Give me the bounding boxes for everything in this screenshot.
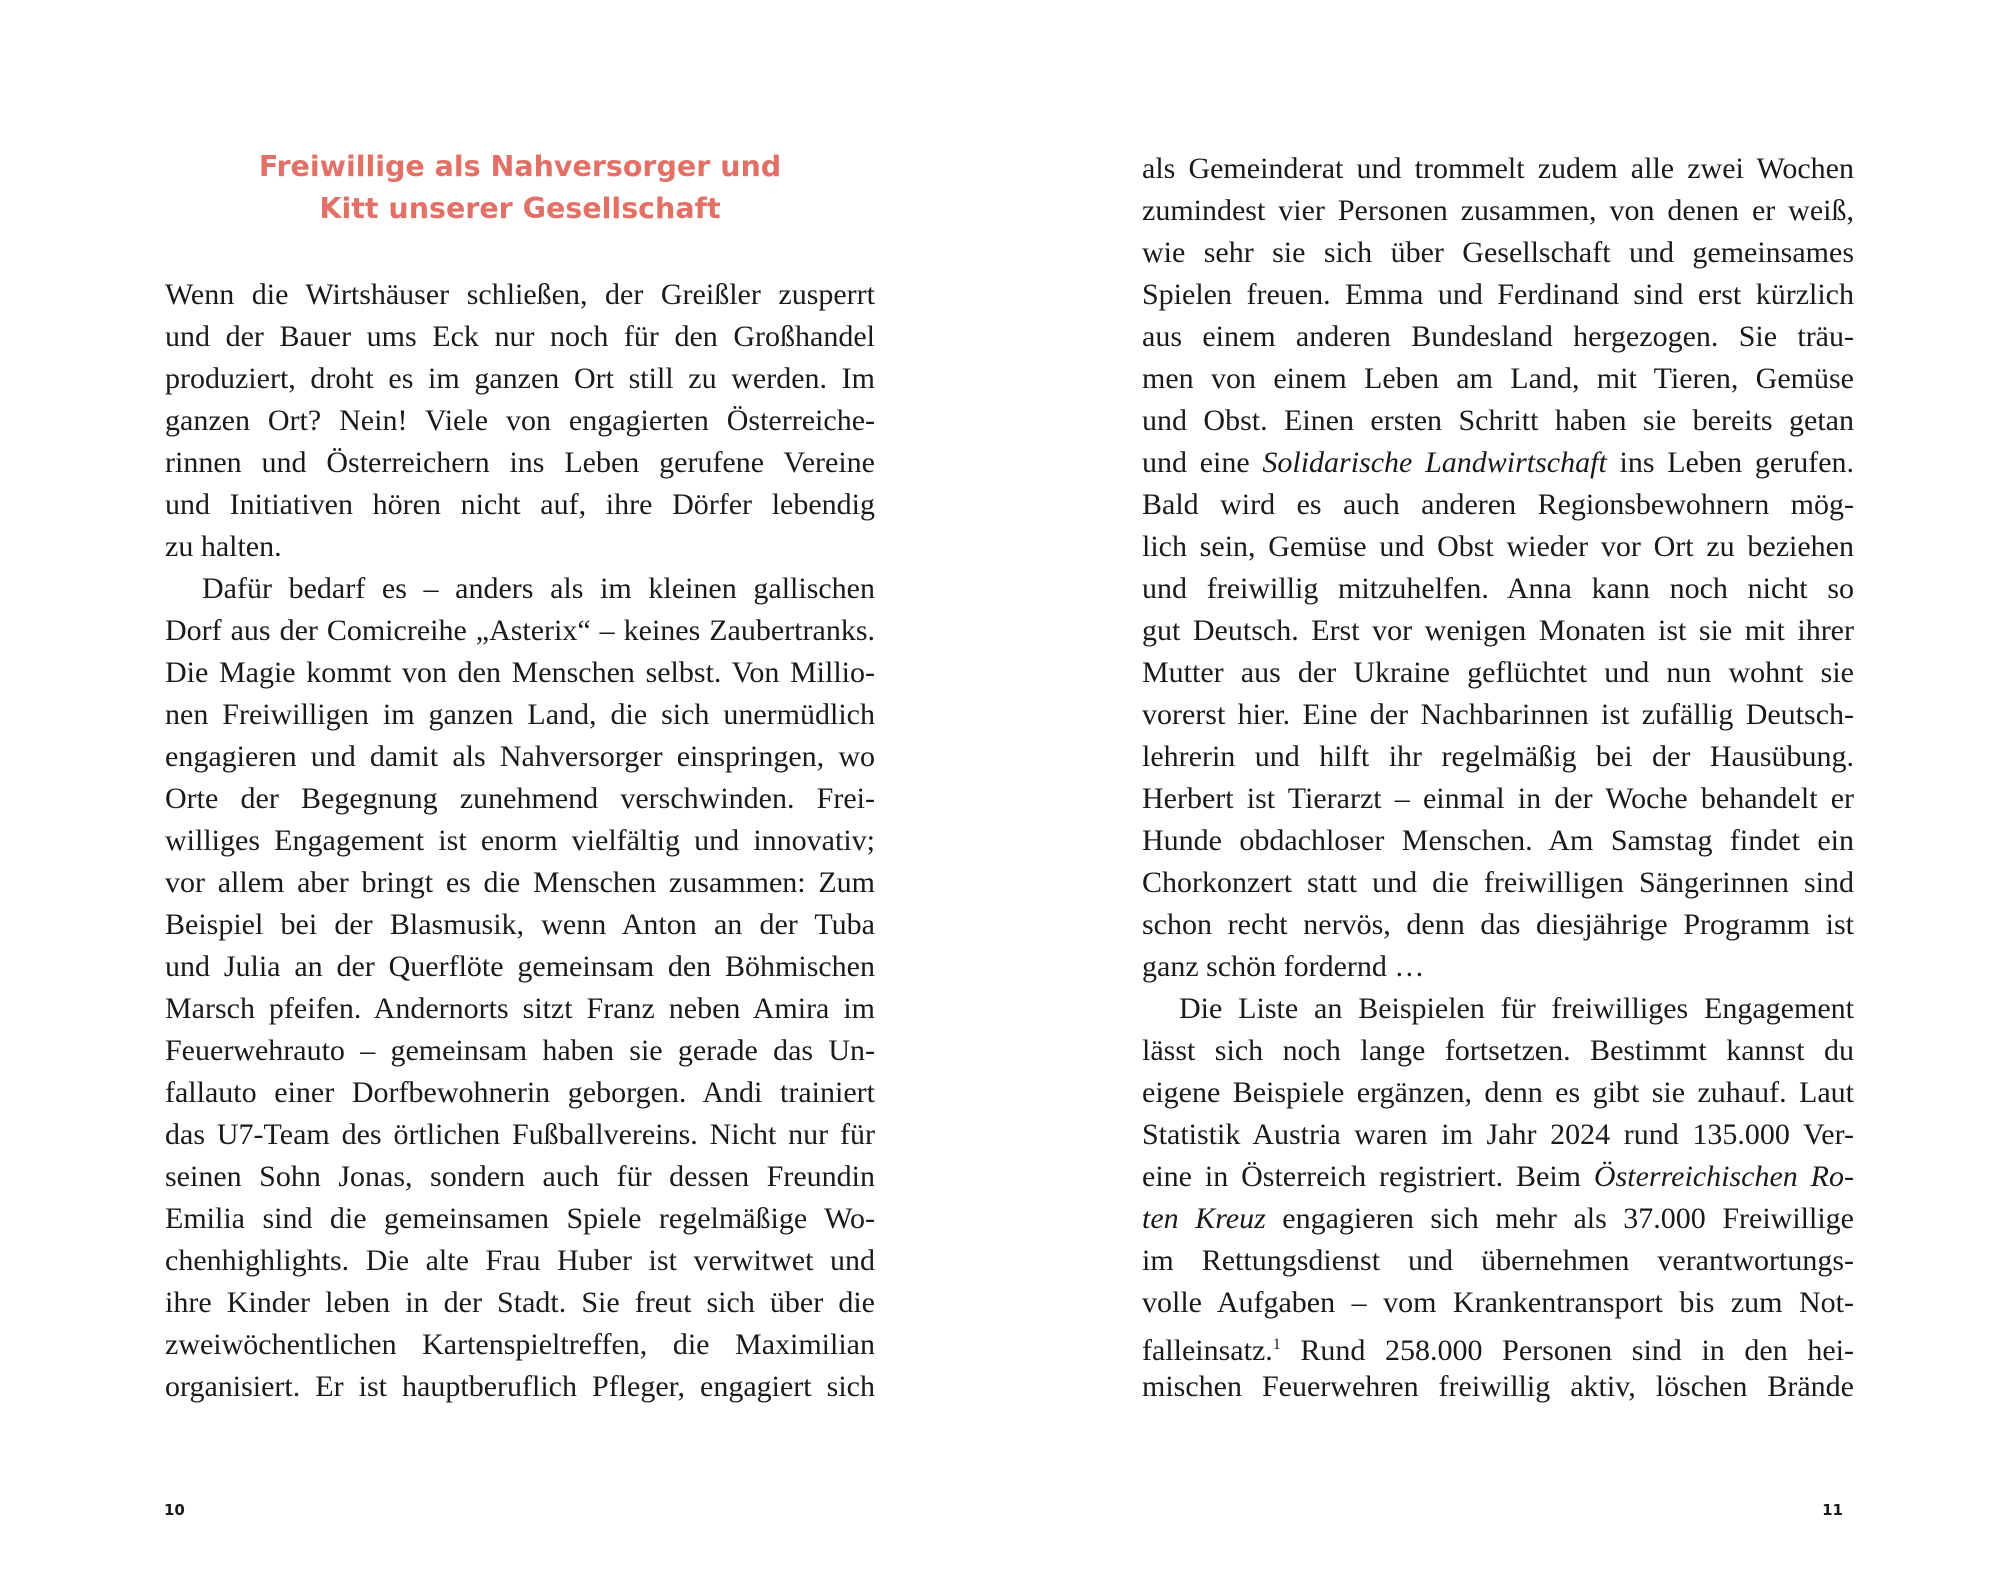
text-line: produziert, droht es im ganzen Ort still zu werden. Im <box>165 362 875 395</box>
italic-term: Österreichischen Ro- <box>1593 1160 1854 1193</box>
text-line: Die Liste an Beispielen für freiwilliges Engagement <box>1179 992 1854 1025</box>
page-number-left: 10 <box>164 1501 185 1519</box>
text-line: Orte der Begegnung zunehmend verschwinden. Frei- <box>165 782 875 815</box>
text-line: eigene Beispiele ergänzen, denn es gibt sie zuhauf. Laut <box>1142 1076 1854 1109</box>
text-line <box>1142 1198 1854 1240</box>
text-line: Feuerwehrauto – gemeinsam haben sie gerade das Un- <box>165 1034 875 1067</box>
text-line: Herbert ist Tierarzt – einmal in der Woche behandelt er <box>1142 782 1854 815</box>
text-line: und Obst. Einen ersten Schritt haben sie bereits getan <box>1142 404 1854 437</box>
right-body-text <box>1142 148 1854 1408</box>
text-line: chenhighlights. Die alte Frau Huber ist verwitwet und <box>165 1244 875 1277</box>
right-page <box>1000 0 2000 1592</box>
text-line: das U7-Team des örtlichen Fußballvereins. Nicht nur für <box>165 1118 875 1151</box>
text-line: aus einem anderen Bundesland hergezogen. Sie träu- <box>1142 320 1854 353</box>
text-line: lässt sich noch lange fortsetzen. Bestimmt kannst du <box>1142 1034 1854 1067</box>
text-line: Die Magie kommt von den Menschen selbst. Von Millio- <box>165 656 875 689</box>
text-line: volle Aufgaben – vom Krankentransport bis zum Not- <box>1142 1286 1854 1319</box>
text-line: und Julia an der Querflöte gemeinsam den Böhmischen <box>165 950 875 983</box>
text-line: Emilia sind die gemeinsamen Spiele regelmäßige Wo- <box>165 1202 875 1235</box>
text-line: men von einem Leben am Land, mit Tieren, Gemüse <box>1142 362 1854 395</box>
text-line: Dafür bedarf es – anders als im kleinen gallischen <box>202 572 875 605</box>
text-line: ganzen Ort? Nein! Viele von engagierten Österreiche- <box>165 404 875 437</box>
text-line <box>1142 1156 1854 1198</box>
text-line: ihre Kinder leben in der Stadt. Sie freut sich über die <box>165 1286 875 1319</box>
text-line: engagieren und damit als Nahversorger einspringen, wo <box>165 740 875 773</box>
text-line: lich sein, Gemüse und Obst wieder vor Ort zu beziehen <box>1142 530 1854 563</box>
text-line <box>1142 1324 1854 1366</box>
text-line: gut Deutsch. Erst vor wenigen Monaten ist sie mit ihrer <box>1142 614 1854 647</box>
text-line: vorerst hier. Eine der Nachbarinnen ist zufällig Deutsch- <box>1142 698 1854 731</box>
text-line: organisiert. Er ist hauptberuflich Pfleger, engagiert sich <box>165 1370 875 1403</box>
text-line: Marsch pfeifen. Andernorts sitzt Franz neben Amira im <box>165 992 875 1025</box>
text-segment: engagieren sich mehr als 37.000 Freiwillige <box>1265 1202 1854 1235</box>
text-line: Hunde obdachloser Menschen. Am Samstag findet ein <box>1142 824 1854 857</box>
italic-term: Solidarische Landwirtschaft <box>1262 446 1607 479</box>
text-line: Dorf aus der Comicreihe „Asterix“ – keines Zaubertranks. <box>165 614 875 647</box>
italic-term: ten Kreuz <box>1142 1202 1266 1235</box>
text-line: und freiwillig mitzuhelfen. Anna kann noch nicht so <box>1142 572 1854 605</box>
page-number-right: 11 <box>1822 1501 1843 1519</box>
footnote-marker[interactable]: 1 <box>1272 1336 1281 1353</box>
text-line: im Rettungsdienst und übernehmen verantwortungs- <box>1142 1244 1854 1277</box>
text-line: nen Freiwilligen im ganzen Land, die sich unermüdlich <box>165 698 875 731</box>
heading-line: Kitt unserer Gesellschaft <box>319 192 721 225</box>
text-line: Mutter aus der Ukraine geflüchtet und nun wohnt sie <box>1142 656 1854 689</box>
text-segment: und eine <box>1142 446 1263 479</box>
text-line: vor allem aber bringt es die Menschen zusammen: Zum <box>165 866 875 899</box>
section-heading <box>165 146 875 230</box>
text-line: als Gemeinderat und trommelt zudem alle zwei Wochen <box>1142 152 1854 185</box>
text-line: Beispiel bei der Blasmusik, wenn Anton an der Tuba <box>165 908 875 941</box>
text-line: zweiwöchentlichen Kartenspieltreffen, die Maximilian <box>165 1328 875 1361</box>
text-line: wie sehr sie sich über Gesellschaft und gemeinsames <box>1142 236 1854 269</box>
text-segment: falleinsatz. <box>1142 1334 1273 1367</box>
text-line: rinnen und Österreichern ins Leben gerufene Vereine <box>165 446 875 479</box>
text-line: lehrerin und hilft ihr regelmäßig bei der Hausübung. <box>1142 740 1854 773</box>
text-line: williges Engagement ist enorm vielfältig und innovativ; <box>165 824 875 857</box>
text-line: schon recht nervös, denn das diesjährige Programm ist <box>1142 908 1854 941</box>
text-line: Chorkonzert statt und die freiwilligen Sängerinnen sind <box>1142 866 1854 899</box>
text-line: Spielen freuen. Emma und Ferdinand sind erst kürzlich <box>1142 278 1854 311</box>
heading-line: Freiwillige als Nahversorger und <box>258 150 782 183</box>
text-line: zumindest vier Personen zusammen, von denen er weiß, <box>1142 194 1854 227</box>
text-line: fallauto einer Dorfbewohnerin geborgen. Andi trainiert <box>165 1076 875 1109</box>
text-line: Wenn die Wirtshäuser schließen, der Greißler zusperrt <box>165 278 875 311</box>
text-line: und der Bauer ums Eck nur noch für den Großhandel <box>165 320 875 353</box>
text-line: Statistik Austria waren im Jahr 2024 rund 135.000 Ver- <box>1142 1118 1854 1151</box>
text-line: seinen Sohn Jonas, sondern auch für dessen Freundin <box>165 1160 875 1193</box>
text-segment: ins Leben gerufen. <box>1606 446 1855 479</box>
text-line: und Initiativen hören nicht auf, ihre Dörfer lebendig <box>165 488 875 521</box>
text-line: zu halten. <box>165 530 282 563</box>
text-segment: eine in Österreich registriert. Beim <box>1142 1160 1594 1193</box>
text-line: Bald wird es auch anderen Regionsbewohnern mög- <box>1142 488 1854 521</box>
text-segment: Rund 258.000 Personen sind in den hei- <box>1280 1334 1854 1367</box>
text-line: mischen Feuerwehren freiwillig aktiv, löschen Brände <box>1142 1370 1854 1403</box>
left-body-text <box>165 274 875 1408</box>
text-line: ganz schön fordernd … <box>1142 950 1425 983</box>
text-line <box>1142 442 1854 484</box>
